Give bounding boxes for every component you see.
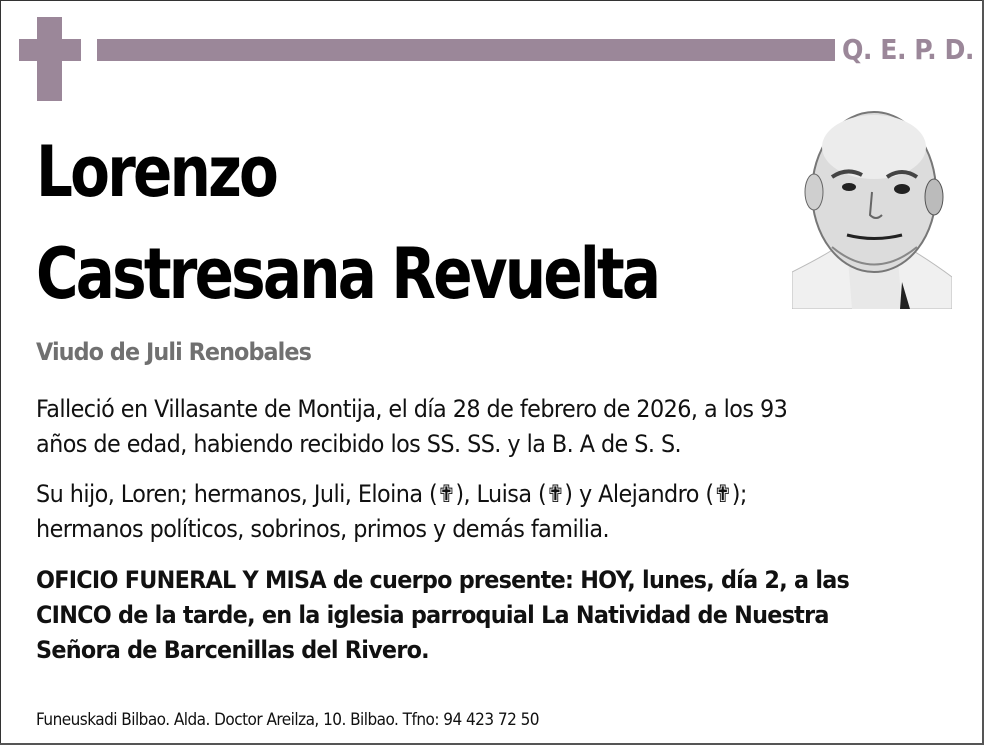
family-line: hermanos políticos, sobrinos, primos y demás familia. bbox=[36, 515, 610, 543]
family-line: Su hijo, Loren; hermanos, Juli, Eloina (✟), Luisa (✟) y Alejandro (✟); bbox=[36, 480, 747, 508]
death-notice bbox=[36, 392, 787, 462]
death-notice-line: años de edad, habiendo recibido los SS. SS. y la B. A de S. S. bbox=[36, 430, 682, 458]
service-line: Señora de Barcenillas del Rivero. bbox=[36, 636, 429, 664]
header-rule bbox=[97, 39, 835, 61]
funeral-home-info: Funeuskadi Bilbao. Alda. Doctor Areilza, 10. Bilbao. Tfno: 94 423 72 50 bbox=[36, 710, 539, 730]
spouse-line: Viudo de Juli Renobales bbox=[36, 338, 311, 366]
portrait-photo bbox=[792, 97, 952, 309]
cross-horizontal bbox=[19, 39, 81, 61]
deceased-surnames: Castresana Revuelta bbox=[36, 233, 659, 315]
qepd-label: Q. E. P. D. bbox=[842, 33, 974, 66]
family-list bbox=[36, 477, 747, 547]
service-line: CINCO de la tarde, en la iglesia parroquial La Natividad de Nuestra bbox=[36, 601, 829, 629]
death-notice-line: Falleció en Villasante de Montija, el día 28 de febrero de 2026, a los 93 bbox=[36, 395, 788, 423]
service-details bbox=[36, 563, 849, 668]
service-line: OFICIO FUNERAL Y MISA de cuerpo presente: HOY, lunes, día 2, a las bbox=[36, 566, 850, 594]
deceased-first-name: Lorenzo bbox=[36, 131, 277, 213]
